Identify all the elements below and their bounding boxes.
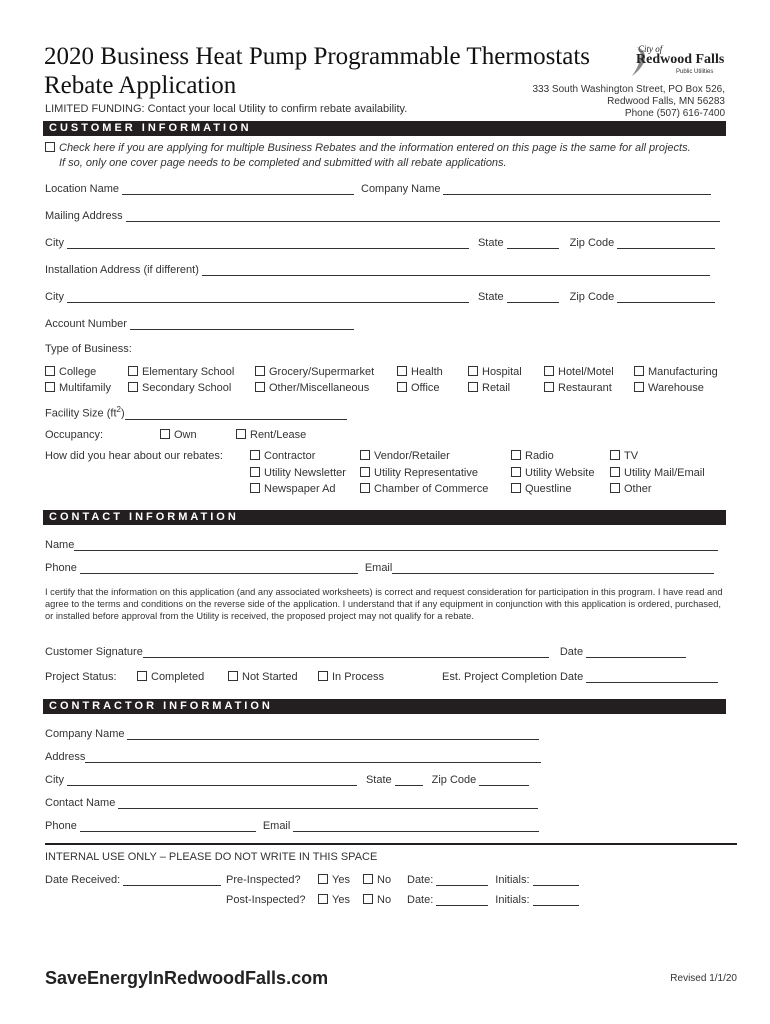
internal-divider	[45, 843, 737, 845]
logo-sub: Public Utilities	[676, 69, 714, 75]
mailing-address-label: Mailing Address	[45, 210, 123, 222]
pre-inspected-yes[interactable]: Yes	[318, 874, 350, 886]
company-name-field[interactable]	[443, 184, 711, 195]
post-inspected-label: Post-Inspected?	[226, 894, 306, 906]
how-heard-option[interactable]: Chamber of Commerce	[360, 483, 488, 495]
certification-statement: I certify that the information on this application (and any associated worksheets) is correct and request consideration for participation in this program. I have read and agree to the terms and conditions on the reverse side of the application. I understand that if any equipment in conjunction with this application is ordered, purchased, or installed before approval from the Utility is received, the proposed project may not qualify for a rebate.	[45, 587, 723, 621]
mailing-address-field[interactable]	[126, 211, 720, 222]
checkbox-icon[interactable]	[511, 467, 521, 477]
contractor-phone-label: Phone	[45, 820, 77, 832]
contractor-contact-name-label: Contact Name	[45, 797, 116, 809]
customer-section-title: CUSTOMER INFORMATION	[49, 122, 252, 134]
zip-field[interactable]	[617, 238, 715, 249]
business-type-option[interactable]: Warehouse	[634, 382, 704, 394]
pre-date-label: Date:	[407, 874, 434, 886]
checkbox-icon[interactable]	[128, 366, 138, 376]
business-type-option[interactable]: Office	[397, 382, 440, 394]
checkbox-icon[interactable]	[363, 894, 373, 904]
business-type-option[interactable]: Restaurant	[544, 382, 612, 394]
check-note-line2: If so, only one cover page needs to be completed and submitted with all rebate applications.	[59, 157, 507, 169]
post-date-label: Date:	[407, 894, 434, 906]
business-type-option[interactable]: Grocery/Supermarket	[255, 366, 374, 378]
state-label-2: State	[477, 291, 504, 303]
checkbox-icon[interactable]	[318, 671, 328, 681]
checkbox-icon[interactable]	[360, 467, 370, 477]
customer-signature-field[interactable]	[143, 647, 549, 658]
form-title-line2: Rebate Application	[44, 72, 237, 99]
checkbox-icon[interactable]	[511, 450, 521, 460]
redwood-falls-logo	[628, 42, 728, 78]
business-type-option[interactable]: Other/Miscellaneous	[255, 382, 369, 394]
address-line1: 333 South Washington Street, PO Box 526,	[532, 84, 725, 95]
account-number-label: Account Number	[45, 318, 127, 330]
how-heard-option[interactable]: Contractor	[250, 450, 315, 462]
state-label: State	[477, 237, 504, 249]
type-of-business-label: Type of Business:	[45, 343, 132, 355]
business-type-option[interactable]: Retail	[468, 382, 510, 394]
contractor-state-field[interactable]	[395, 775, 423, 786]
checkbox-icon[interactable]	[255, 382, 265, 392]
business-type-option[interactable]: Elementary School	[128, 366, 234, 378]
business-type-option[interactable]: Health	[397, 366, 443, 378]
checkbox-icon[interactable]	[511, 483, 521, 493]
how-heard-option[interactable]: TV	[610, 450, 638, 462]
contractor-zip-field[interactable]	[479, 775, 529, 786]
est-completion-label: Est. Project Completion Date	[442, 671, 584, 683]
city-label-2: City	[45, 291, 64, 303]
pre-date-field[interactable]	[436, 875, 488, 886]
post-initials-label: Initials:	[495, 894, 530, 906]
contact-email-label: Email	[364, 562, 393, 574]
form-title-line1: 2020 Business Heat Pump Programmable Thermostats	[44, 43, 591, 70]
checkbox-icon[interactable]	[160, 429, 170, 439]
checkbox-icon[interactable]	[250, 467, 260, 477]
est-completion-field[interactable]	[586, 672, 718, 683]
occupancy-rent-option[interactable]: Rent/Lease	[236, 429, 306, 441]
checkbox-icon[interactable]	[360, 450, 370, 460]
how-heard-option[interactable]: Utility Newsletter	[250, 467, 346, 479]
contact-phone-label: Phone	[45, 562, 77, 574]
status-not-started-option[interactable]: Not Started	[228, 671, 298, 683]
checkbox-icon[interactable]	[318, 874, 328, 884]
location-name-label: Location Name	[45, 183, 119, 195]
business-type-option[interactable]: Hospital	[468, 366, 522, 378]
contractor-zip-label: Zip Code	[431, 774, 477, 786]
contractor-section-bar	[43, 699, 726, 714]
contact-phone-field[interactable]	[80, 563, 358, 574]
checkbox-icon[interactable]	[544, 366, 554, 376]
checkbox-icon[interactable]	[397, 366, 407, 376]
contractor-city-field[interactable]	[67, 775, 357, 786]
pre-initials-field[interactable]	[533, 875, 579, 886]
checkbox-icon[interactable]	[45, 366, 55, 376]
post-inspected-yes[interactable]: Yes	[318, 894, 350, 906]
installation-address-field[interactable]	[202, 265, 710, 276]
checkbox-icon[interactable]	[397, 382, 407, 392]
internal-use-title: INTERNAL USE ONLY – PLEASE DO NOT WRITE IN THIS SPACE	[45, 851, 378, 863]
facility-size-label: Facility Size $(ft^2)$	[45, 405, 125, 420]
checkbox-icon[interactable]	[610, 450, 620, 460]
contact-name-field[interactable]	[74, 540, 718, 551]
status-in-process-option[interactable]: In Process	[318, 671, 384, 683]
how-heard-option[interactable]: Radio	[511, 450, 554, 462]
logo-name: Redwood Falls	[636, 52, 725, 67]
post-inspected-no[interactable]: No	[363, 894, 391, 906]
contractor-email-label: Email	[262, 820, 291, 832]
contractor-company-field[interactable]	[127, 729, 539, 740]
how-heard-option[interactable]: Vendor/Retailer	[360, 450, 450, 462]
limited-funding-note: LIMITED FUNDING: Contact your local Utility to confirm rebate availability.	[45, 103, 408, 115]
signature-date-label: Date	[559, 646, 584, 658]
checkbox-icon[interactable]	[318, 894, 328, 904]
revised-date: Revised 1/1/20	[670, 973, 737, 984]
contact-section-title: CONTACT INFORMATION	[49, 511, 239, 523]
checkbox-icon[interactable]	[468, 366, 478, 376]
zip-label: Zip Code	[569, 237, 615, 249]
checkbox-icon[interactable]	[634, 382, 644, 392]
date-received-label: Date Received:	[45, 874, 121, 886]
contractor-city-label: City	[45, 774, 64, 786]
business-type-option[interactable]: Hotel/Motel	[544, 366, 614, 378]
checkbox-icon[interactable]	[634, 366, 644, 376]
customer-section-bar	[43, 121, 726, 136]
checkbox-icon[interactable]	[360, 483, 370, 493]
post-date-field[interactable]	[436, 895, 488, 906]
checkbox-icon[interactable]	[363, 874, 373, 884]
website-footer[interactable]: SaveEnergyInRedwoodFalls.com	[45, 968, 329, 988]
zip-field-2[interactable]	[617, 292, 715, 303]
zip-label-2: Zip Code	[569, 291, 615, 303]
checkbox-icon[interactable]	[250, 483, 260, 493]
how-heard-option[interactable]: Newspaper Ad	[250, 483, 336, 495]
checkbox-icon[interactable]	[610, 483, 620, 493]
checkbox-icon[interactable]	[610, 467, 620, 477]
how-heard-option[interactable]: Other	[610, 483, 652, 495]
contractor-section-title: CONTRACTOR INFORMATION	[49, 700, 273, 712]
checkbox-icon[interactable]	[137, 671, 147, 681]
checkbox-icon[interactable]	[236, 429, 246, 439]
contractor-contact-name-field[interactable]	[118, 798, 538, 809]
signature-date-field[interactable]	[586, 647, 686, 658]
how-heard-option[interactable]: Utility Mail/Email	[610, 467, 705, 479]
checkbox-icon[interactable]	[544, 382, 554, 392]
contractor-address-label: Address	[45, 751, 86, 763]
checkbox-icon[interactable]	[468, 382, 478, 392]
multiple-rebates-check[interactable]	[45, 142, 691, 154]
business-type-option[interactable]: Secondary School	[128, 382, 231, 394]
contractor-email-field[interactable]	[293, 821, 539, 832]
customer-signature-label: Customer Signature	[45, 646, 143, 658]
state-field[interactable]	[507, 238, 559, 249]
contact-email-field[interactable]	[392, 563, 714, 574]
project-status-label: Project Status:	[45, 671, 117, 683]
city-field[interactable]	[67, 238, 469, 249]
how-heard-option[interactable]: Utility Website	[511, 467, 594, 479]
contact-name-label: Name	[45, 539, 75, 551]
date-received-field[interactable]	[123, 875, 221, 886]
business-type-option[interactable]: Manufacturing	[634, 366, 718, 378]
state-field-2[interactable]	[507, 292, 559, 303]
utility-address	[532, 84, 725, 120]
checkbox-icon[interactable]	[128, 382, 138, 392]
logo-city-of: City of	[638, 44, 663, 54]
contractor-state-label: State	[365, 774, 392, 786]
how-heard-option[interactable]: Questline	[511, 483, 571, 495]
occupancy-label: Occupancy:	[45, 429, 104, 441]
business-type-option[interactable]: College	[45, 366, 96, 378]
pre-inspected-no[interactable]: No	[363, 874, 391, 886]
account-number-field[interactable]	[130, 319, 354, 330]
business-type-option[interactable]: Multifamily	[45, 382, 111, 394]
contractor-phone-field[interactable]	[80, 821, 256, 832]
checkbox-icon[interactable]	[45, 142, 55, 152]
post-initials-field[interactable]	[533, 895, 579, 906]
location-name-field[interactable]	[122, 184, 354, 195]
contractor-company-label: Company Name	[45, 728, 125, 740]
checkbox-icon[interactable]	[255, 366, 265, 376]
address-line3: Phone (507) 616-7400	[624, 108, 725, 119]
occupancy-own-option[interactable]: Own	[160, 429, 197, 441]
facility-size-field[interactable]	[125, 409, 347, 420]
checkbox-icon[interactable]	[45, 382, 55, 392]
city-field-2[interactable]	[67, 292, 469, 303]
contractor-address-field[interactable]	[85, 752, 541, 763]
pre-initials-label: Initials:	[495, 874, 530, 886]
check-note-line1: Check here if you are applying for multiple Business Rebates and the information entered on this page is the same for all projects.	[59, 142, 691, 154]
contact-section-bar	[43, 510, 726, 525]
checkbox-icon[interactable]	[228, 671, 238, 681]
city-label: City	[45, 237, 64, 249]
how-heard-label: How did you hear about our rebates:	[45, 450, 223, 462]
checkbox-icon[interactable]	[250, 450, 260, 460]
installation-address-label: Installation Address (if different)	[45, 264, 199, 276]
status-completed-option[interactable]: Completed	[137, 671, 204, 683]
company-name-label: Company Name	[361, 183, 441, 195]
pre-inspected-label: Pre-Inspected?	[226, 874, 301, 886]
address-line2: Redwood Falls, MN 56283	[607, 96, 725, 107]
how-heard-option[interactable]: Utility Representative	[360, 467, 478, 479]
